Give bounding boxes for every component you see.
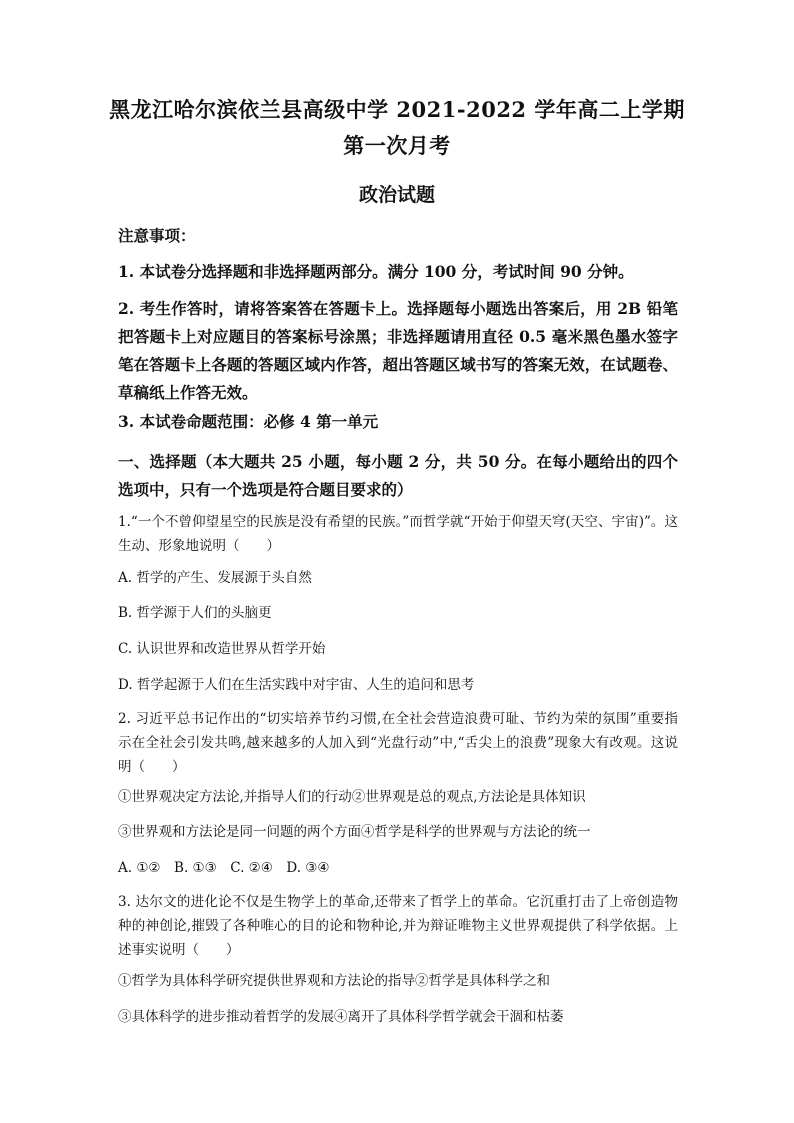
notice-item-3: 3. 本试卷命题范围：必修 4 第一单元	[118, 412, 379, 431]
option-a: A. 哲学的产生、发展源于头自然	[118, 570, 312, 586]
question-stem: 2. 习近平总书记作出的“切实培养节约习惯,在全社会营造浪费可耻、节约为荣的氛围”重要指示在全社会引发共鸣,越来越多的人加入到“光盘行动”中,“舌尖上的浪费”现象大有改观。这说明（ ）	[118, 711, 678, 775]
statement-3-4: ③具体科学的进步推动着哲学的发展④离开了具体科学哲学就会干涸和枯萎	[118, 1009, 564, 1025]
title-line-1: 黑龙江哈尔滨依兰县高级中学 2021-2022 学年高二上学期	[109, 97, 685, 122]
statement-1-2: ①哲学为具体科学研究提供世界观和方法论的指导②哲学是具体科学之和	[118, 973, 550, 989]
statement-1-2: ①世界观决定方法论,并指导人们的行动②世界观是总的观点,方法论是具体知识	[118, 789, 586, 805]
option-c: C. 认识世界和改造世界从哲学开始	[118, 641, 326, 657]
notice-item-2: 2. 考生作答时，请将答案答在答题卡上。选择题每小题选出答案后，用 2B 铅笔把答题卡上对应题目的答案标号涂黑；非选择题请用直径 0.5 毫米黑色墨水签字笔在答题卡上各题的答题区域内作答，超出答题区域书写的答案无效，在试题卷、草稿纸上作答无效。	[118, 299, 678, 402]
answer-choices: A. ①② B. ①③ C. ②④ D. ③④	[118, 860, 330, 876]
option-b: B. 哲学源于人们的头脑更	[118, 605, 272, 621]
notice-heading: 注意事项：	[118, 226, 196, 245]
title-line-2: 第一次月考	[343, 133, 451, 158]
statement-3-4: ③世界观和方法论是同一问题的两个方面④哲学是科学的世界观与方法论的统一	[118, 824, 591, 840]
subject-title: 政治试题	[358, 184, 435, 206]
notice-item-1: 1. 本试卷分选择题和非选择题两部分。满分 100 分，考试时间 90 分钟。	[118, 262, 634, 281]
option-d: D. 哲学起源于人们在生活实践中对宇宙、人生的追问和思考	[118, 677, 475, 693]
question-stem: 1.“一个不曾仰望星空的民族是没有希望的民族。”而哲学就“开始于仰望天穹(天空、宇宙)”。这生动、形象地说明（ ）	[118, 514, 678, 554]
question-stem: 3. 达尔文的进化论不仅是生物学上的革命,还带来了哲学上的革命。它沉重打击了上帝创造物种的神创论,摧毁了各种唯心的目的论和物种论,并为辩证唯物主义世界观提供了科学依据。上述事实说明（ ）	[118, 894, 678, 958]
section-heading: 一、选择题（本大题共 25 小题，每小题 2 分，共 50 分。在每小题给出的四个选项中，只有一个选项是符合题目要求的）	[118, 452, 678, 499]
